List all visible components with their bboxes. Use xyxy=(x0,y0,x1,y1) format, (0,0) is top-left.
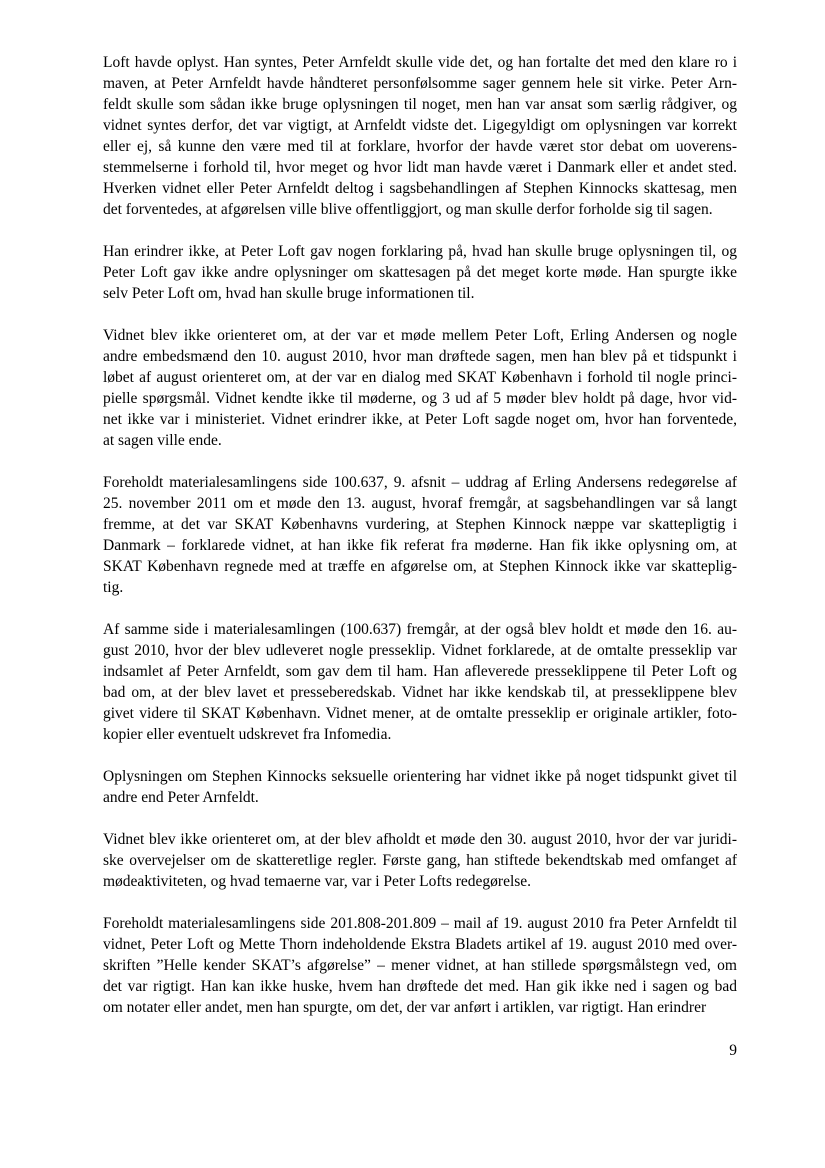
text-line: Foreholdt materialesamlingens side 201.808-201.809 – mail af 19. august 2010 fra Peter Arnfeldt til xyxy=(103,915,737,932)
text-line: Peter Loft gav ikke andre oplysninger om skattesagen på det meget korte møde. Han spurgte ikke xyxy=(103,264,737,281)
text-line: at sagen ville ende. xyxy=(103,432,222,449)
paragraph xyxy=(103,325,737,451)
text-line: mødeaktiviteten, og hvad temaerne var, var i Peter Lofts redegørelse. xyxy=(103,873,532,890)
text-line: maven, at Peter Arnfeldt havde håndteret personfølsomme sager gennem hele sit virke. Peter Arn- xyxy=(103,75,737,92)
paragraph xyxy=(103,472,737,598)
text-line: bad om, at der blev lavet et presseberedskab. Vidnet har ikke kendskab til, at presseklippene blev xyxy=(103,684,737,701)
text-line: andre end Peter Arnfeldt. xyxy=(103,789,259,806)
text-line: selv Peter Loft om, hvad han skulle bruge informationen til. xyxy=(103,285,475,302)
text-line: SKAT København regnede med at træffe en afgørelse om, at Stephen Kinnock ikke var skatteplig- xyxy=(103,558,737,575)
text-line: vidnet syntes derfor, det var vigtigt, at Arnfeldt vidste det. Ligegyldigt om oplysningen var korrekt xyxy=(103,117,737,134)
document-body xyxy=(103,52,737,1039)
text-line: Oplysningen om Stephen Kinnocks seksuelle orientering har vidnet ikke på noget tidspunkt givet til xyxy=(103,768,737,785)
text-line: 25. november 2011 om et møde den 13. august, hvoraf fremgår, at sagsbehandlingen var så langt xyxy=(103,495,737,512)
text-line: skriften ”Helle kender SKAT’s afgørelse” – mener vidnet, at han stillede spørgsmålstegn ved, om xyxy=(103,957,737,974)
text-line: Hverken vidnet eller Peter Arnfeldt deltog i sagsbehandlingen af Stephen Kinnocks skattesag, men xyxy=(103,180,737,197)
text-line: Han erindrer ikke, at Peter Loft gav nogen forklaring på, hvad han skulle bruge oplysningen til, og xyxy=(103,243,737,260)
text-line: det forventedes, at afgørelsen ville blive offentliggjort, og man skulle derfor forholde sig til sagen. xyxy=(103,201,713,218)
text-line: løbet af august orienteret om, at der var en dialog med SKAT København i forhold til nogle princi- xyxy=(103,369,737,386)
text-line: pielle spørgsmål. Vidnet kendte ikke til møderne, og 3 ud af 5 møder blev holdt på dage, hvor vid- xyxy=(103,390,737,407)
text-line: givet videre til SKAT København. Vidnet mener, at de omtalte presseklip er originale artikler, foto- xyxy=(103,705,737,722)
text-line: net ikke var i ministeriet. Vidnet erindrer ikke, at Peter Loft sagde noget om, hvor han forventede, xyxy=(103,411,737,428)
text-line: stemmelserne i forhold til, hvor meget og hvor lidt man havde været i Danmark eller et andet sted. xyxy=(103,159,737,176)
text-line: gust 2010, hvor der blev udleveret nogle presseklip. Vidnet forklarede, at de omtalte presseklip var xyxy=(103,642,737,659)
text-line: Af samme side i materialesamlingen (100.637) fremgår, at der også blev holdt et møde den 16. au- xyxy=(103,621,737,638)
text-line: vidnet, Peter Loft og Mette Thorn indeholdende Ekstra Bladets artikel af 19. august 2010 med over- xyxy=(103,936,737,953)
paragraph xyxy=(103,52,737,220)
text-line: kopier eller eventuelt udskrevet fra Infomedia. xyxy=(103,726,392,743)
paragraph xyxy=(103,766,737,808)
text-line: ske overvejelser om de skatteretlige regler. Første gang, han stiftede bekendtskab med omfanget af xyxy=(103,852,737,869)
paragraph xyxy=(103,913,737,1018)
text-line: andre embedsmænd den 10. august 2010, hvor man drøftede sagen, men han blev på et tidspunkt i xyxy=(103,348,737,365)
text-line: fremme, at det var SKAT Københavns vurdering, at Stephen Kinnock næppe var skattepligtig i xyxy=(103,516,737,533)
text-line: Loft havde oplyst. Han syntes, Peter Arnfeldt skulle vide det, og han fortalte det med den klare ro i xyxy=(103,54,737,71)
text-line: Foreholdt materialesamlingens side 100.637, 9. afsnit – uddrag af Erling Andersens redegørelse af xyxy=(103,474,737,491)
paragraph xyxy=(103,619,737,745)
paragraph xyxy=(103,829,737,892)
page-number: 9 xyxy=(729,1042,737,1059)
text-line: Vidnet blev ikke orienteret om, at der var et møde mellem Peter Loft, Erling Andersen og nogle xyxy=(103,327,737,344)
text-line: tig. xyxy=(103,579,124,596)
text-line: eller ej, så kunne den være med til at forklare, hvorfor der havde været stor debat om uoverens- xyxy=(103,138,737,155)
text-line: Vidnet blev ikke orienteret om, at der blev afholdt et møde den 30. august 2010, hvor der var juridi- xyxy=(103,831,737,848)
text-line: om notater eller andet, men han spurgte, om det, der var anført i artiklen, var rigtigt. Han erindrer xyxy=(103,999,707,1016)
text-line: det var rigtigt. Han kan ikke huske, hvem han drøftede det med. Han gik ikke ned i sagen og bad xyxy=(103,978,737,995)
text-line: feldt skulle som sådan ikke bruge oplysningen til noget, men han var ansat som særlig rådgiver, og xyxy=(103,96,737,113)
text-line: indsamlet af Peter Arnfeldt, som gav dem til ham. Han afleverede presseklippene til Peter Loft og xyxy=(103,663,737,680)
paragraph xyxy=(103,241,737,304)
text-line: Danmark – forklarede vidnet, at han ikke fik referat fra møderne. Han fik ikke oplysning om, at xyxy=(103,537,737,554)
